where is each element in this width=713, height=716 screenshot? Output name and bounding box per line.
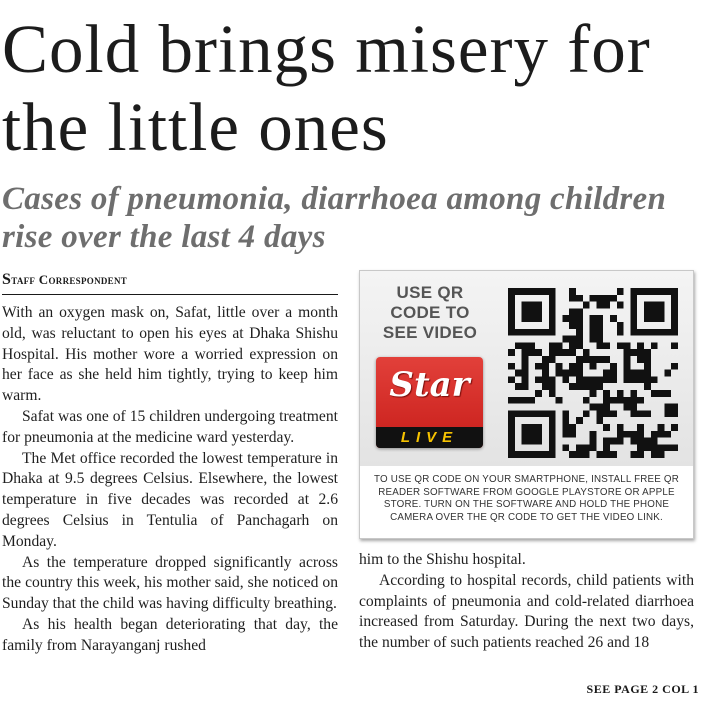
continuation-note: SEE PAGE 2 COL 1 xyxy=(586,682,699,696)
paragraph: As his health began deteriorating that day, the family from Narayanganj rushed xyxy=(2,615,338,654)
qr-call-to-action xyxy=(366,283,494,343)
star-live-logo xyxy=(376,357,483,448)
subheadline: Cases of pneumonia, diarrhoea among children rise over the last 4 days xyxy=(2,181,667,255)
paragraph: The Met office recorded the lowest temperature in Dhaka at 9.5 degrees Celsius. Elsewhere, the lowest temperature in five decades was recorded at 2.6 degrees Celsius in Tentulia of Panchagarh on Monday. xyxy=(2,449,338,550)
byline: Staff Correspondent xyxy=(2,271,338,295)
paragraph: Safat was one of 15 children undergoing treatment for pneumonia at the medicine ward yesterday. xyxy=(2,407,338,446)
qr-code-icon[interactable] xyxy=(508,288,678,458)
qr-finder-pattern xyxy=(508,288,556,336)
cta-line: USE QR xyxy=(396,283,464,302)
logo-brand: Star xyxy=(389,365,470,405)
paragraph: As the temperature dropped significantly across the country this week, his mother said, she noticed on Sunday that the child was having difficulty breathing. xyxy=(2,553,338,613)
headline: Cold brings misery for the little ones xyxy=(2,11,651,165)
qr-instructions: TO USE QR CODE ON YOUR SMARTPHONE, INSTALL FREE QR READER SOFTWARE FROM GOOGLE PLAYSTORE OR APPLE STORE. TURN ON THE SOFTWARE AND HOLD THE PHONE CAMERA OVER THE QR CODE TO GET THE VIDEO LINK. xyxy=(373,474,680,523)
logo-live: LIVE xyxy=(376,427,483,448)
qr-finder-pattern xyxy=(508,410,556,458)
paragraph: With an oxygen mask on, Safat, little over a month old, was reluctant to open his eyes at Dhaka Shishu Hospital. His mother wore a worried expression on her face as she held him tightly, trying to keep him warm. xyxy=(2,304,338,405)
article-column-2 xyxy=(359,550,694,654)
article-column-1 xyxy=(2,303,338,657)
paragraph: According to hospital records, child patients with complaints of pneumonia and cold-related diarrhoea increased from Saturday. During the next two days, the number of such patients reached 26 and 18 xyxy=(359,571,694,652)
paragraph: him to the Shishu hospital. xyxy=(359,551,526,568)
qr-finder-pattern xyxy=(630,288,678,336)
cta-line: CODE TO xyxy=(390,303,470,322)
qr-video-box xyxy=(359,270,694,539)
cta-line: SEE VIDEO xyxy=(382,323,478,342)
